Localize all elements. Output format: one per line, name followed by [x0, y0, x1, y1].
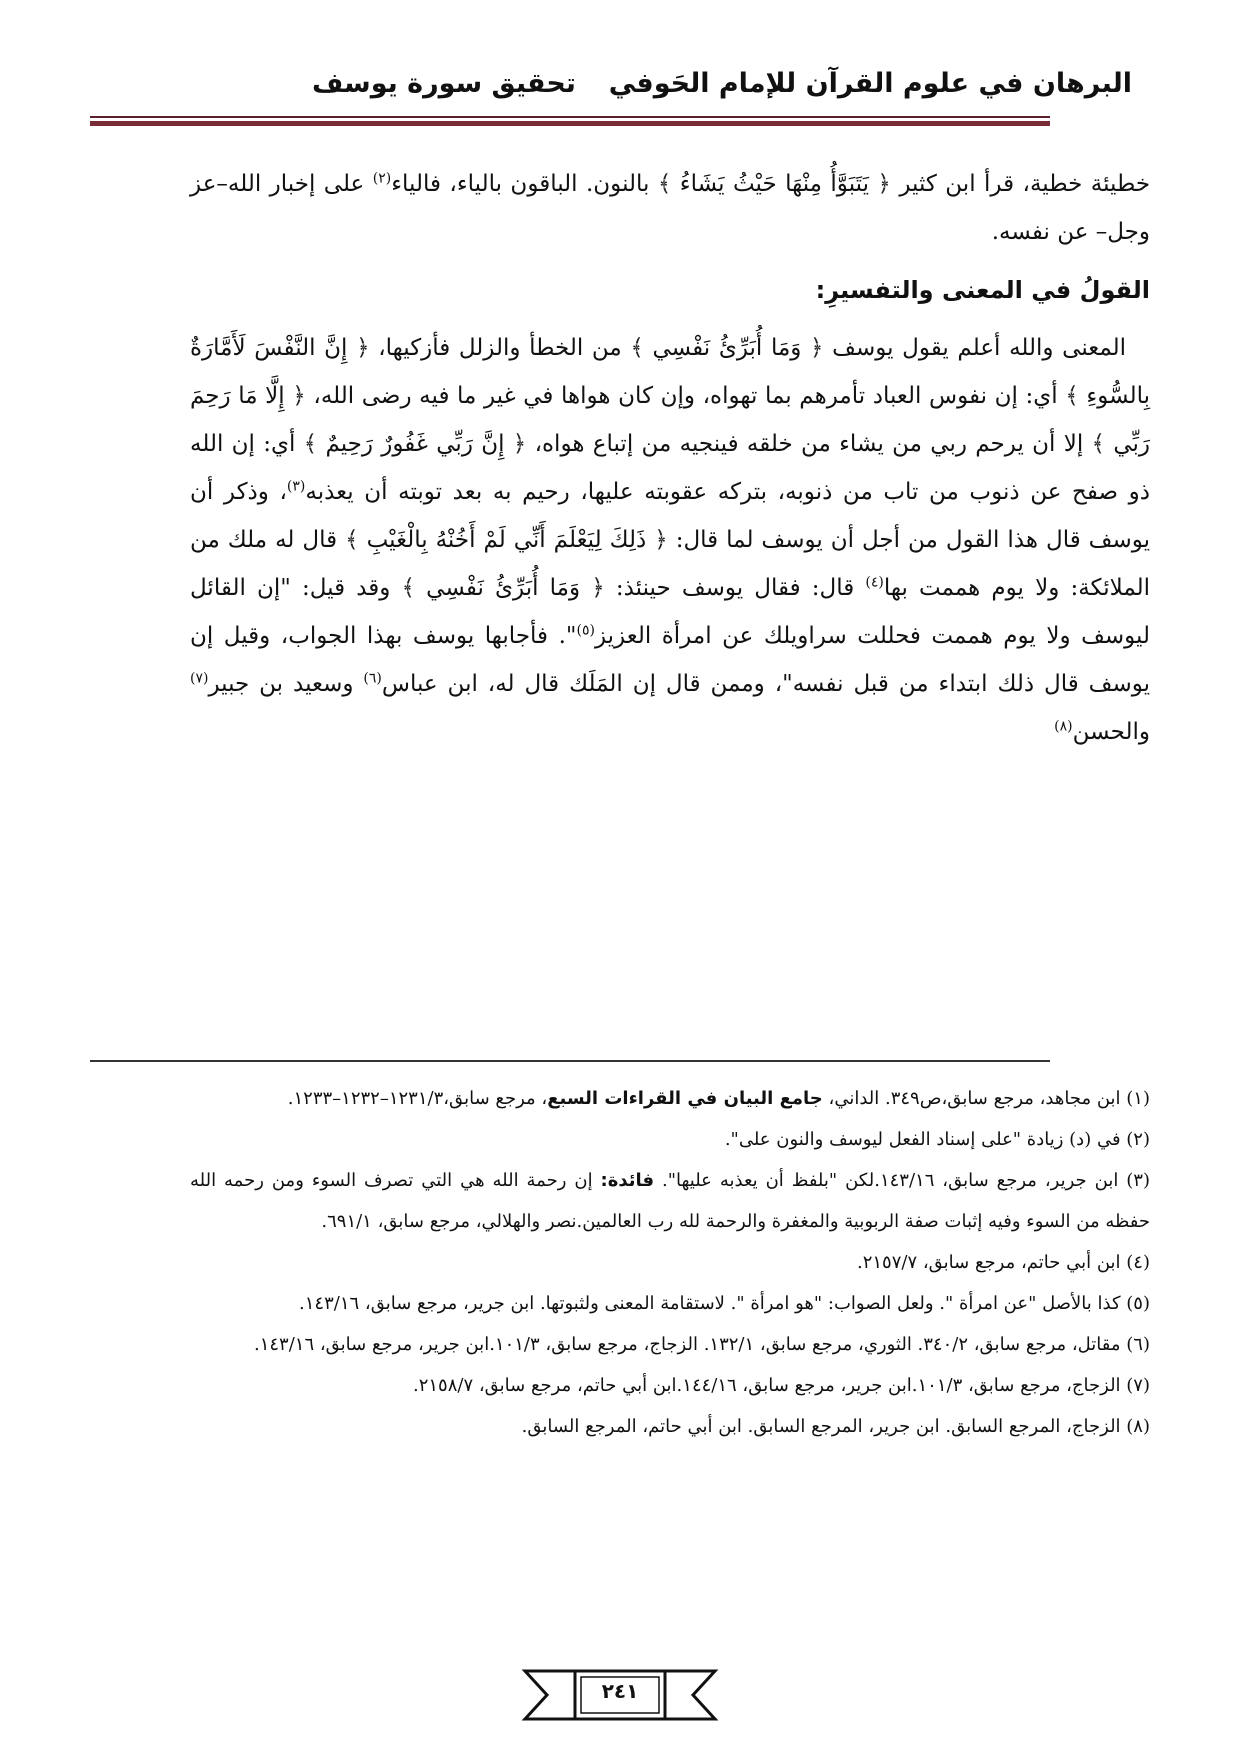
footnote-4: (٤) ابن أبي حاتم، مرجع سابق، ٢١٥٧/٧. — [856, 1252, 1150, 1273]
section-heading: القولُ في المعنى والتفسيرِ: — [815, 276, 1150, 304]
quran-verse: ﴿ يَتَبَوَّأُ مِنْهَا حَيْثُ يَشَاءُ ﴾ — [657, 171, 891, 197]
footnote-ref: (٥) — [576, 622, 595, 639]
running-header — [202, 68, 1132, 118]
footnote-ref: (٤) — [865, 574, 884, 591]
quran-verse: ﴿ ذَلِكَ لِيَعْلَمَ أَنِّي لَمْ أَخُنْهُ بِالْغَيْبِ ﴾ — [345, 527, 668, 553]
quran-verse: ﴿ وَمَا أُبَرِّئُ نَفْسِي ﴾ — [630, 335, 824, 361]
quran-verse: ﴿ وَمَا أُبَرِّئُ نَفْسِي ﴾ — [401, 575, 605, 601]
page-number-ornament — [505, 1665, 735, 1725]
footnote-3: (٣) ابن جرير، مرجع سابق، ١٤٣/١٦.لكن "بلفظ أن يعذبه عليها". فائدة: إن رحمة الله هي التي تصرف السوء ومن رحمه الله حفظه من السوء وفيه إثبات صفة الربوبية والمغفرة والرحمة لله رب العالمين.نصر والهلالي، مرجع سابق، ٦٩١/١. — [190, 1170, 1150, 1232]
footnote-6: (٦) مقاتل، مرجع سابق، ٣٤٠/٢. الثوري، مرجع سابق، ١٣٢/١. الزجاج، مرجع سابق، ١٠١/٣.ابن جرير، مرجع سابق، ١٤٣/١٦. — [253, 1334, 1150, 1355]
footnote-ref: (٨) — [1054, 718, 1073, 735]
paragraph-2: المعنى والله أعلم يقول يوسف ﴿ وَمَا أُبَرِّئُ نَفْسِي ﴾ من الخطأ والزلل فأزكيها، ﴿ إِنَّ النَّفْسَ لَأَمَّارَةٌ بِالسُّوءِ ﴾ أي: إن نفوس العباد تأمرهم بما تهواه، وإن كان هواها في غير ما فيه رضى الله، ﴿ إِلَّا مَا رَحِمَ رَبِّي ﴾ إلا أن يرحم ربي من يشاء من خلقه فينجيه من إتباع هواه، ﴿ إِنَّ رَبِّي غَفُورٌ رَحِيمٌ ﴾ أي: إن الله ذو صفح عن ذنوب من تاب من ذنوبه، بتركه عقوبته عليها، رحيم به بعد توبته أن يعذبه$^{(٣)}$، وذكر أن يوسف قال هذا القول من أجل أن يوسف لما قال: ﴿ ذَلِكَ لِيَعْلَمَ أَنِّي لَمْ أَخُنْهُ بِالْغَيْبِ ﴾ قال له ملك من الملائكة: ولا يوم هممت بها$^{(٤)}$ قال: فقال يوسف حينئذ: ﴿ وَمَا أُبَرِّئُ نَفْسِي ﴾ وقد قيل: "إن القائل ليوسف ولا يوم هممت فحللت سراويلك عن امرأة العزيز$^{(٥)}$". فأجابها يوسف بهذا الجواب، وقيل إن يوسف قال ذلك ابتداء من قبل نفسه"، وممن قال إن المَلَك قال له، ابن عباس$^{(٦)}$ وسعيد بن جبير$^{(٧)}$ والحسن$^{(٨)}$ — [190, 335, 1151, 745]
footnote-ref: (٦) — [363, 670, 382, 687]
quran-verse: ﴿ إِنَّ رَبِّي غَفُورٌ رَحِيمٌ ﴾ — [303, 431, 527, 457]
section-title: تحقيق سورة يوسف — [312, 68, 576, 99]
footnote-8: (٨) الزجاج، المرجع السابق. ابن جرير، المرجع السابق. ابن أبي حاتم، المرجع السابق. — [521, 1416, 1150, 1437]
footnote-ref: (٧) — [190, 670, 209, 687]
page-number: ٢٤١ — [601, 1679, 639, 1703]
header-rule — [90, 116, 1050, 126]
footnote-2: (٢) في (د) زيادة "على إسناد الفعل ليوسف والنون على". — [724, 1129, 1150, 1150]
footnote-separator — [90, 1060, 1050, 1062]
footnote-ref: (٣) — [286, 478, 306, 495]
book-title: البرهان في علوم القرآن للإمام الحَوفي — [608, 68, 1132, 99]
main-text — [190, 160, 1150, 766]
paragraph-1: خطيئة خطية، قرأ ابن كثير ﴿ يَتَبَوَّأُ مِنْهَا حَيْثُ يَشَاءُ ﴾ بالنون. الباقون بالياء، فالياء$^{(٢)}$ على إخبار الله–عز وجل– عن نفسه. — [190, 170, 1151, 245]
footnote-5: (٥) كذا بالأصل "عن امرأة ". ولعل الصواب: "هو امرأة ". لاستقامة المعنى ولثبوتها. ابن جرير، مرجع سابق، ١٤٣/١٦. — [299, 1293, 1150, 1314]
quran-verse: ﴿ إِنَّ النَّفْسَ لَأَمَّارَةٌ بِالسُّوءِ ﴾ — [190, 335, 1151, 409]
quran-verse: ﴿ إِلَّا مَا رَحِمَ رَبِّي ﴾ — [190, 383, 1151, 457]
footnotes — [190, 1078, 1150, 1447]
footnote-1: (١) ابن مجاهد، مرجع سابق،ص٣٤٩. الداني، جامع البيان في القراءات السبع، مرجع سابق،١٢٣١/٣–١٢٣٢–١٢٣٣. — [287, 1088, 1150, 1109]
footnote-7: (٧) الزجاج، مرجع سابق، ١٠١/٣.ابن جرير، مرجع سابق، ١٤٤/١٦.ابن أبي حاتم، مرجع سابق، ٢١٥٨/٧. — [412, 1375, 1150, 1396]
footnote-ref: (٢) — [372, 170, 392, 187]
